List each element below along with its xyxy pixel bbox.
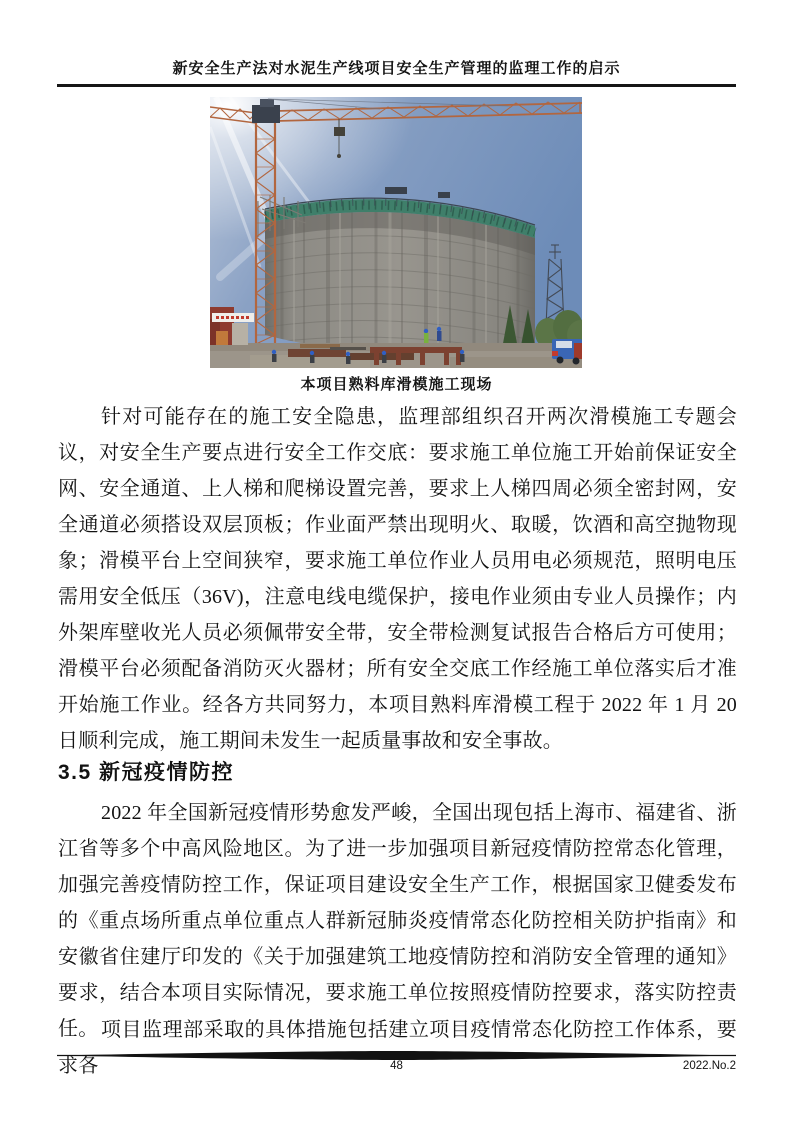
page-number: 48 xyxy=(390,1060,403,1072)
issue-number: 2022.No.2 xyxy=(682,1060,736,1072)
figure xyxy=(210,97,582,368)
construction-photo xyxy=(210,97,582,368)
paragraph-slipform-safety: 针对可能存在的施工安全隐患，监理部组织召开两次滑模施工专题会议，对安全生产要点进行安全工作交底：要求施工单位施工开始前保证安全网、安全通道、上人梯和爬梯设置完善，要求上人梯四周必须全密封网，安全通道必须搭设双层顶板；作业面严禁出现明火、取暖，饮酒和高空抛物现象；滑模平台上空间狭窄，要求施工单位作业人员用电必须规范，照明电压需用安全低压（36V)，注意电线电缆保护，接电作业须由专业人员操作；内外架库壁收光人员必须佩带安全带，安全带检测复试报告合格后方可使用；滑模平台必须配备消防灭火器材；所有安全交底工作经施工单位落实后才准开始施工作业。经各方共同努力，本项目熟料库滑模工程于 2022 年 1 月 20 日顺利完成，施工期间未发生一起质量事故和安全事故。 xyxy=(58,406,737,752)
crane-cab xyxy=(252,105,280,123)
header-rule xyxy=(57,84,736,87)
paragraph-covid-measures: 项目监理部采取的具体措施包括建立项目疫情常态化防控工作体系，要求各 xyxy=(58,1019,737,1077)
paragraph-covid-overview: 2022 年全国新冠疫情形势愈发严峻，全国出现包括上海市、福建省、浙江省等多个中高风险地区。为了进一步加强项目新冠疫情防控常态化管理，加强完善疫情防控工作，保证项目建设安全生产工作，根据国家卫健委发布的《重点场所重点单位重点人群新冠肺炎疫情常态化防控相关防护指南》和安徽省住建厅印发的《关于加强建筑工地疫情防控和消防安全管理的通知》要求，结合本项目实际情况，要求施工单位按照疫情防控要求，落实防控责任。 xyxy=(58,802,737,1040)
footer-rule xyxy=(57,1051,736,1060)
safety-banner xyxy=(212,313,254,322)
clinker-silo xyxy=(258,187,535,365)
section-heading: 3.5 新冠疫情防控 xyxy=(58,761,235,784)
figure-caption: 本项目熟料库滑模施工现场 xyxy=(300,376,493,393)
header-title: 新安全生产法对水泥生产线项目安全生产管理的监理工作的启示 xyxy=(172,61,621,77)
